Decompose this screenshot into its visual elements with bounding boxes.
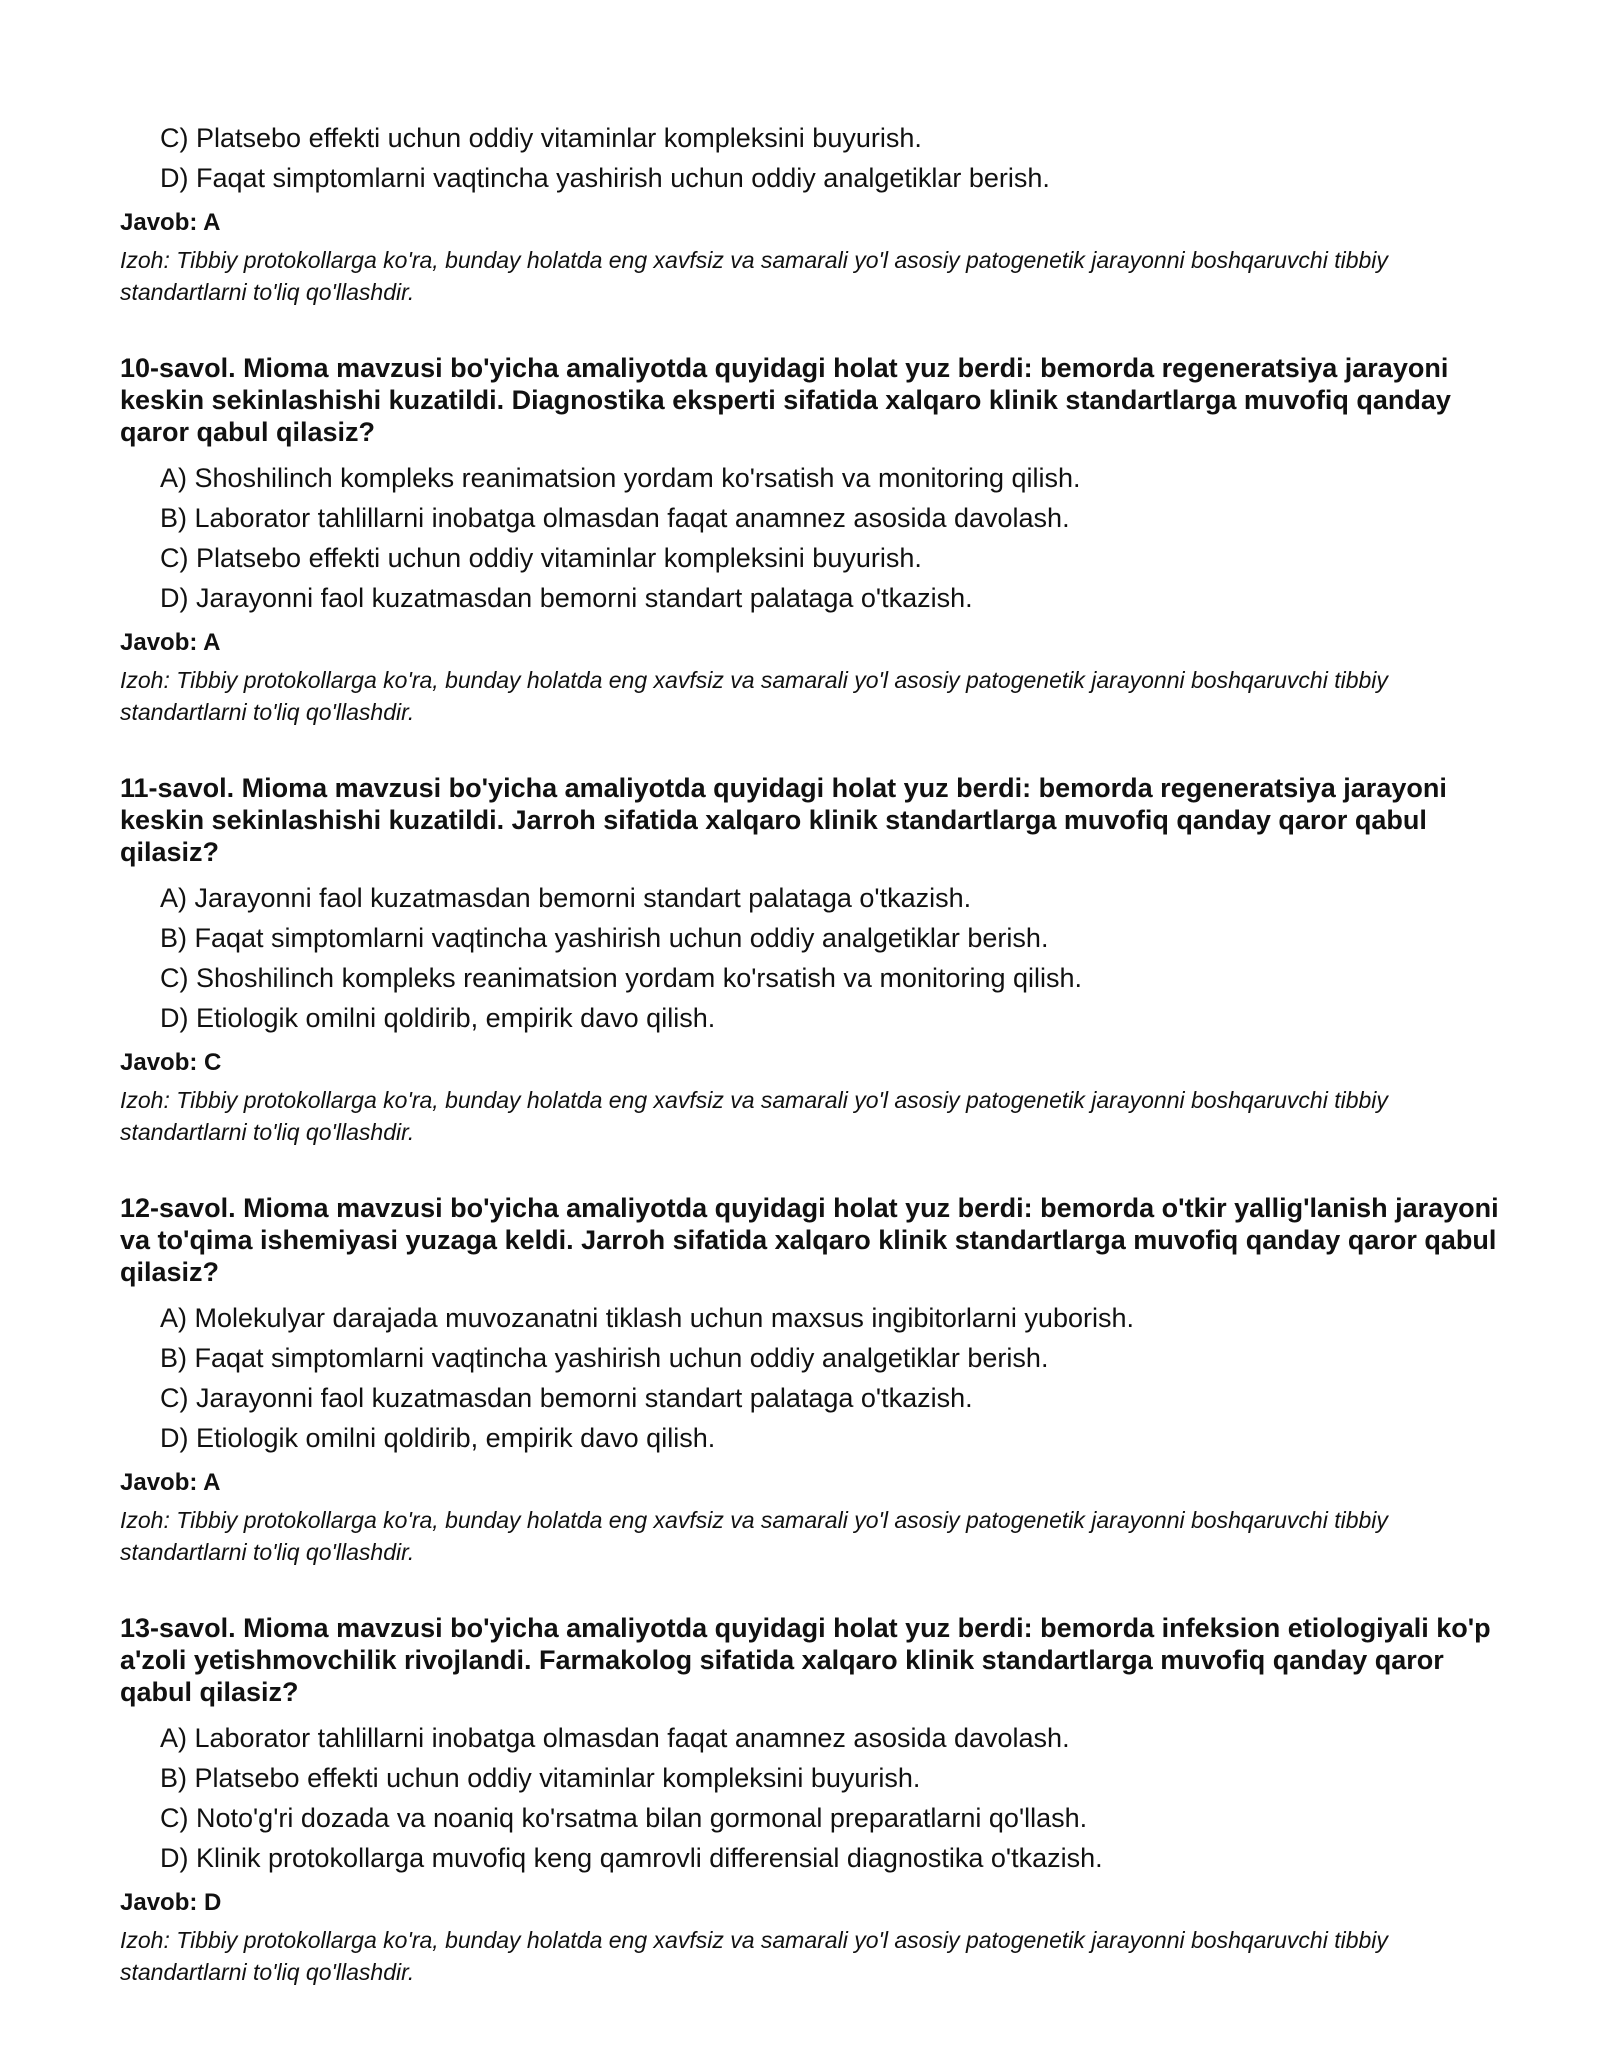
question-title: 12-savol. Mioma mavzusi bo'yicha amaliyotda quyidagi holat yuz berdi: bemorda o'tkir yallig'lanish jarayoni va to'qima ishemiyasi yuzaga keldi. Jarroh sifatida xalqaro klinik standartlarga muvofiq qanday qaror qabul qilasiz?: [120, 1193, 1499, 1287]
option-a: A) Laborator tahlillarni inobatga olmasdan faqat anamnez asosida davolash.: [160, 1723, 1070, 1753]
option-b: B) Platsebo effekti uchun oddiy vitaminlar kompleksini buyurish.: [160, 1763, 921, 1793]
document-page: [120, 118, 1500, 1988]
question-title: 13-savol. Mioma mavzusi bo'yicha amaliyotda quyidagi holat yuz berdi: bemorda infeksion etiologiyali ko'p a'zoli yetishmovchilik rivojlandi. Farmakolog sifatida xalqaro klinik standartlarga muvofiq qanday qaror qabul qilasiz?: [120, 1613, 1491, 1707]
answer-label: Javob: A: [120, 629, 221, 656]
answer-label: Javob: C: [120, 1049, 222, 1076]
question-11: [120, 772, 1500, 1148]
question-13: [120, 1612, 1500, 1988]
option-a: A) Molekulyar darajada muvozanatni tiklash uchun maxsus ingibitorlarni yuborish.: [160, 1303, 1134, 1333]
explanation-note: Izoh: Tibbiy protokollarga ko'ra, bunday holatda eng xavfsiz va samarali yo'l asosiy patogenetik jarayonni boshqaruvchi tibbiy standartlarni to'liq qo'llashdir.: [120, 1087, 1388, 1145]
explanation-note: Izoh: Tibbiy protokollarga ko'ra, bunday holatda eng xavfsiz va samarali yo'l asosiy patogenetik jarayonni boshqaruvchi tibbiy standartlarni to'liq qo'llashdir.: [120, 667, 1388, 725]
option-b: B) Faqat simptomlarni vaqtincha yashirish uchun oddiy analgetiklar berish.: [160, 1343, 1049, 1373]
option-c: C) Platsebo effekti uchun oddiy vitaminlar kompleksini buyurish.: [160, 123, 922, 153]
option-d: D) Klinik protokollarga muvofiq keng qamrovli differensial diagnostika o'tkazish.: [160, 1843, 1103, 1873]
option-d: D) Faqat simptomlarni vaqtincha yashirish uchun oddiy analgetiklar berish.: [160, 163, 1050, 193]
option-a: A) Shoshilinch kompleks reanimatsion yordam ko'rsatish va monitoring qilish.: [160, 463, 1081, 493]
explanation-note: Izoh: Tibbiy protokollarga ko'ra, bunday holatda eng xavfsiz va samarali yo'l asosiy patogenetik jarayonni boshqaruvchi tibbiy standartlarni to'liq qo'llashdir.: [120, 1507, 1388, 1565]
answer-label: Javob: D: [120, 1889, 222, 1916]
option-c: C) Platsebo effekti uchun oddiy vitaminlar kompleksini buyurish.: [160, 543, 922, 573]
question-10: [120, 352, 1500, 728]
option-c: C) Jarayonni faol kuzatmasdan bemorni standart palataga o'tkazish.: [160, 1383, 973, 1413]
question-12: [120, 1192, 1500, 1568]
option-c: C) Noto'g'ri dozada va noaniq ko'rsatma bilan gormonal preparatlarni qo'llash.: [160, 1803, 1088, 1833]
option-d: D) Jarayonni faol kuzatmasdan bemorni standart palataga o'tkazish.: [160, 583, 973, 613]
question-title: 10-savol. Mioma mavzusi bo'yicha amaliyotda quyidagi holat yuz berdi: bemorda regeneratsiya jarayoni keskin sekinlashishi kuzatildi. Diagnostika eksperti sifatida xalqaro klinik standartlarga muvofiq qanday qaror qabul qilasiz?: [120, 353, 1451, 447]
answer-label: Javob: A: [120, 209, 221, 236]
option-b: B) Faqat simptomlarni vaqtincha yashirish uchun oddiy analgetiklar berish.: [160, 923, 1049, 953]
explanation-note: Izoh: Tibbiy protokollarga ko'ra, bunday holatda eng xavfsiz va samarali yo'l asosiy patogenetik jarayonni boshqaruvchi tibbiy standartlarni to'liq qo'llashdir.: [120, 1927, 1388, 1985]
option-d: D) Etiologik omilni qoldirib, empirik davo qilish.: [160, 1003, 716, 1033]
option-a: A) Jarayonni faol kuzatmasdan bemorni standart palataga o'tkazish.: [160, 883, 972, 913]
option-b: B) Laborator tahlillarni inobatga olmasdan faqat anamnez asosida davolash.: [160, 503, 1070, 533]
question-9-continuation: [120, 118, 1500, 308]
explanation-note: Izoh: Tibbiy protokollarga ko'ra, bunday holatda eng xavfsiz va samarali yo'l asosiy patogenetik jarayonni boshqaruvchi tibbiy standartlarni to'liq qo'llashdir.: [120, 247, 1388, 305]
question-title: 11-savol. Mioma mavzusi bo'yicha amaliyotda quyidagi holat yuz berdi: bemorda regeneratsiya jarayoni keskin sekinlashishi kuzatildi. Jarroh sifatida xalqaro klinik standartlarga muvofiq qanday qaror qabul qilasiz?: [120, 773, 1447, 867]
option-c: C) Shoshilinch kompleks reanimatsion yordam ko'rsatish va monitoring qilish.: [160, 963, 1083, 993]
option-d: D) Etiologik omilni qoldirib, empirik davo qilish.: [160, 1423, 716, 1453]
answer-label: Javob: A: [120, 1469, 221, 1496]
